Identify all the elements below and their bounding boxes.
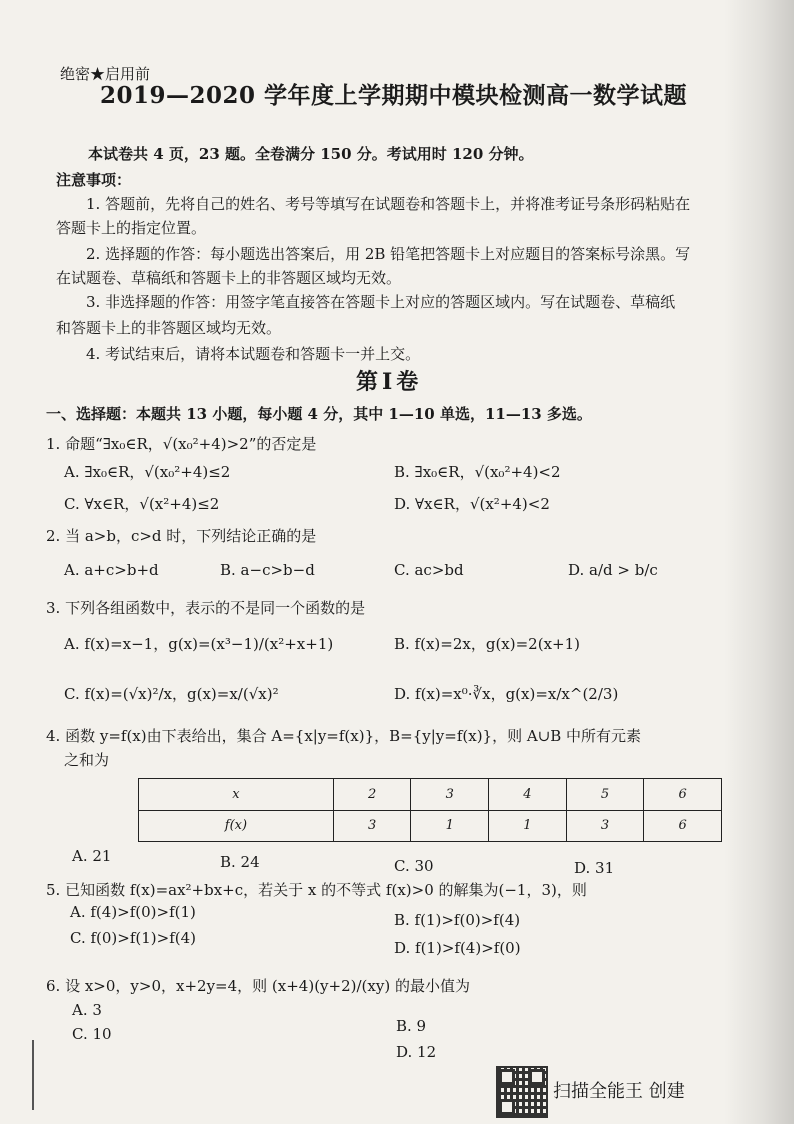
- table-cell: 1: [489, 810, 567, 842]
- table-cell: x: [139, 779, 334, 811]
- q3-stem: 3. 下列各组函数中，表示的不是同一个函数的是: [46, 599, 366, 617]
- q3-option-d: D. f(x)=x⁰·∛x，g(x)=x/x^(2/3): [394, 685, 619, 703]
- q4-function-table: [138, 778, 722, 842]
- q6-option-a: A. 3: [72, 1001, 102, 1019]
- q1-stem: 1. 命题“∃x₀∈R，√(x₀²+4)>2”的否定是: [46, 435, 317, 453]
- note-1b: 答题卡上的指定位置。: [56, 219, 207, 237]
- table-cell: 1: [411, 810, 489, 842]
- q6-option-d: D. 12: [396, 1043, 437, 1061]
- q1-option-a: A. ∃x₀∈R，√(x₀²+4)≤2: [64, 463, 231, 481]
- table-cell: 3: [333, 810, 411, 842]
- table-cell: 4: [489, 779, 567, 811]
- note-2b: 在试题卷、草稿纸和答题卡上的非答题区域均无效。: [56, 269, 402, 287]
- note-1a: 1. 答题前，先将自己的姓名、考号等填写在试题卷和答题卡上，并将准考证号条形码粘贴在: [86, 195, 691, 213]
- table-cell: 5: [566, 779, 644, 811]
- margin-line: [32, 1040, 34, 1110]
- q2-option-a: A. a+c>b+d: [64, 561, 159, 579]
- qr-finder: [499, 1099, 515, 1115]
- q2-option-c: C. ac>bd: [394, 561, 464, 579]
- q4-option-d: D. 31: [574, 859, 615, 877]
- q4-option-c: C. 30: [394, 857, 434, 875]
- q4-option-a: A. 21: [72, 847, 112, 865]
- section-heading: 一、选择题：本题共 13 小题，每小题 4 分，其中 1—10 单选，11—13 多选。: [46, 405, 592, 423]
- q4-stem-1: 4. 函数 y=f(x)由下表给出，集合 A={x|y=f(x)}，B={y|y=f(x)}，则 A∪B 中所有元素: [46, 727, 642, 745]
- note-4: 4. 考试结束后，请将本试题卷和答题卡一并上交。: [86, 345, 421, 363]
- q4-option-b: B. 24: [220, 853, 260, 871]
- q5-option-d: D. f(1)>f(4)>f(0): [394, 939, 521, 957]
- notes-heading: 注意事项：: [56, 171, 132, 189]
- table-row: [139, 779, 722, 811]
- note-2a: 2. 选择题的作答：每小题选出答案后，用 2B 铅笔把答题卡上对应题目的答案标号涂黑。写: [86, 245, 691, 263]
- table-cell: 6: [644, 779, 722, 811]
- q3-option-a: A. f(x)=x−1，g(x)=(x³−1)/(x²+x+1): [64, 635, 334, 653]
- table-cell: f(x): [139, 810, 334, 842]
- exam-title: 2019—2020 学年度上学期期中模块检测高一数学试题: [100, 82, 688, 109]
- scanner-watermark: 扫描全能王 创建: [553, 1081, 685, 1102]
- note-3b: 和答题卡上的非答题区域均无效。: [56, 319, 282, 337]
- q5-option-a: A. f(4)>f(0)>f(1): [70, 903, 196, 921]
- table-cell: 2: [333, 779, 411, 811]
- q2-stem: 2. 当 a>b，c>d 时，下列结论正确的是: [46, 527, 317, 545]
- q3-option-c: C. f(x)=(√x)²/x，g(x)=x/(√x)²: [64, 685, 279, 703]
- qr-finder: [529, 1069, 545, 1085]
- exam-info: 本试卷共 4 页，23 题。全卷满分 150 分。考试用时 120 分钟。: [88, 145, 534, 163]
- q5-stem: 5. 已知函数 f(x)=ax²+bx+c，若关于 x 的不等式 f(x)>0 的解集为(−1，3)，则: [46, 881, 587, 899]
- secret-label: 绝密★启用前: [60, 65, 151, 83]
- q4-stem-2: 之和为: [64, 751, 110, 769]
- table-row: [139, 810, 722, 842]
- note-3a: 3. 非选择题的作答：用签字笔直接答在答题卡上对应的答题区域内。写在试题卷、草稿纸: [86, 293, 676, 311]
- qr-code-icon: [496, 1066, 548, 1118]
- page-edge-shadow: [724, 0, 794, 1124]
- qr-finder: [499, 1069, 515, 1085]
- table-cell: 3: [411, 779, 489, 811]
- q5-option-c: C. f(0)>f(1)>f(4): [70, 929, 197, 947]
- q1-option-b: B. ∃x₀∈R，√(x₀²+4)<2: [394, 463, 561, 481]
- q2-option-b: B. a−c>b−d: [220, 561, 315, 579]
- q5-option-b: B. f(1)>f(0)>f(4): [394, 911, 521, 929]
- q1-option-c: C. ∀x∈R，√(x²+4)≤2: [64, 495, 220, 513]
- q3-option-b: B. f(x)=2x，g(x)=2(x+1): [394, 635, 580, 653]
- q6-option-c: C. 10: [72, 1025, 112, 1043]
- table-cell: 6: [644, 810, 722, 842]
- section-juan: 第Ⅰ卷: [356, 369, 423, 395]
- q2-option-d: D. a/d > b/c: [568, 561, 658, 579]
- q6-stem: 6. 设 x>0，y>0，x+2y=4，则 (x+4)(y+2)/(xy) 的最小值为: [46, 977, 470, 995]
- q1-option-d: D. ∀x∈R，√(x²+4)<2: [394, 495, 550, 513]
- table-cell: 3: [566, 810, 644, 842]
- q6-option-b: B. 9: [396, 1017, 427, 1035]
